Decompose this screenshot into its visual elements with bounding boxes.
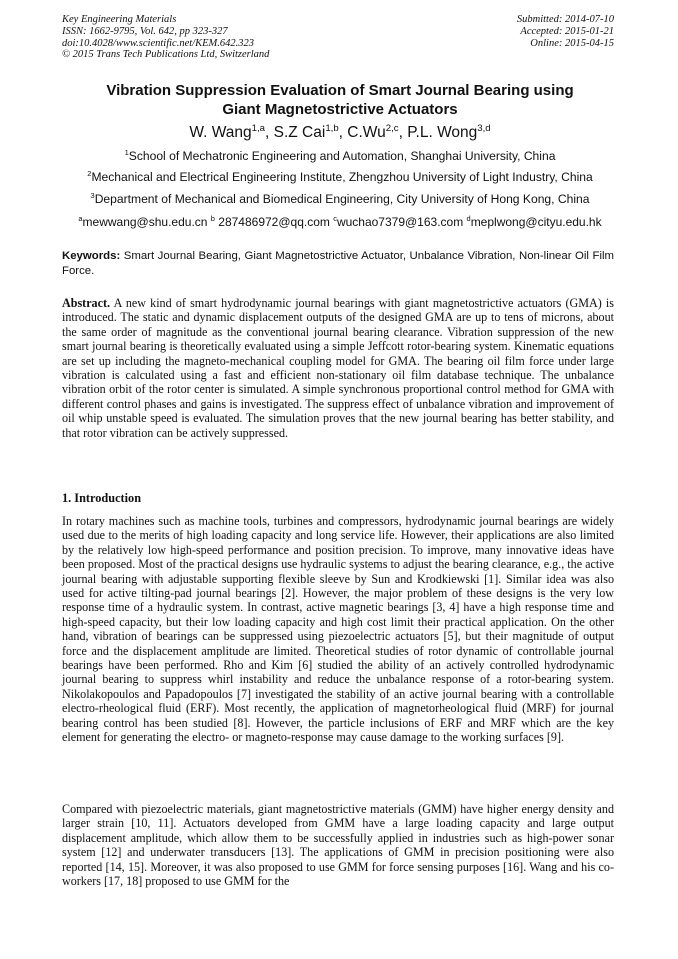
email-list	[40, 215, 640, 230]
journal-name: Key Engineering Materials	[62, 14, 177, 25]
abstract	[62, 296, 614, 440]
section-heading: 1. Introduction	[62, 491, 142, 505]
online-date: Online: 2015-04-15	[530, 37, 614, 49]
author-marker: 1,b	[325, 122, 339, 134]
author-name: W. Wang	[189, 124, 252, 141]
affiliation-marker: 1	[124, 147, 129, 157]
author-list: W. Wang$^{1,a}$, S.Z Cai$^{1,b}$, C.Wu$^{2,c}$, P.L. Wong$^{3,d}$	[189, 122, 491, 141]
affiliation-marker: 2	[87, 168, 92, 178]
author-marker: 2,c	[385, 122, 399, 134]
author-marker: 1,a	[251, 122, 265, 134]
affiliation-text: Department of Mechanical and Biomedical Engineering, City University of Hong Kong, China	[94, 192, 590, 206]
submitted-date: Submitted: 2014-07-10	[516, 14, 614, 25]
title-line-2: Giant Magnetostrictive Actuators	[222, 101, 458, 118]
affiliation-3	[40, 192, 640, 207]
copyright-line: © 2015 Trans Tech Publications Ltd, Switzerland	[62, 49, 270, 61]
email-marker: a	[78, 214, 83, 223]
email-address[interactable]: wuchao7379@163.com	[336, 215, 464, 229]
keywords-label: Keywords:	[62, 250, 121, 262]
affiliation-marker: 3	[90, 190, 95, 200]
email-address[interactable]: 287486972@qq.com	[214, 215, 330, 229]
issn-line: ISSN: 1662-9795, Vol. 642, pp 323-327	[62, 25, 228, 37]
email-address[interactable]: mewwang@shu.edu.cn	[82, 215, 208, 229]
accepted-date: Accepted: 2015-01-21	[520, 25, 614, 37]
keywords-text: Smart Journal Bearing, Giant Magnetostrictive Actuator, Unbalance Vibration, Non-linear Oil Film Force.	[62, 250, 614, 277]
abstract-text: A new kind of smart hydrodynamic journal bearings with giant magnetostrictive actuators (GMA) is introduced. The static and dynamic displacement outputs of the designed GMA are up to tens of microns, about the same order of magnitude as the conventional journal bearing clearance. Vibration suppression of the new smart journal bearing is theoretically evaluated using a simple Jeffcott rotor-bearing system. Kinematic equations are set up including the magneto-mechanical coupling model for GMA. The bearing oil film force under large vibration is calculated using a fast and efficient non-stationary oil film database technique. The unbalance vibration orbit of the rotor center is simulated. A simple synchronous proportional control method for GMA with different control phases and gains is investigated. The suppress effect of unbalance vibration and improvement of oil whip unstable speed is evaluated. The simulation proves that the new journal bearing has better stability, and that rotor vibration can be actively suppressed.	[62, 296, 615, 440]
affiliation-1	[40, 149, 640, 164]
intro-paragraph-1: In rotary machines such as machine tools, turbines and compressors, hydrodynamic journal bearings are widely used due to the merits of high loading capacity and long service life. However, their applications are also limited by the relatively low high-speed performance and position precision. To improve, many innovative ideas have been proposed. Most of the practical designs use hydraulic systems to adjust the bearing clearance, e.g., the active journal bearing with adjustable supporting flexible sleeve by Sun and Krodkiewski [1]. Similar idea was also used for active tilting-pad journal bearings [2]. However, the major problem of these designs is the very low response time of a hydraulic system. In contrast, active magnetic bearings [3, 4] have a high response time and high-speed capacity, but their low loading capacity and high cost limit their practical application. On the other hand, vibration of bearings can be suppressed using piezoelectric actuators [5], but their magnitude of output force and the displacement amplitude are limited. Theoretical studies of rotor dynamic of controllable journal bearings have been performed. Rho and Kim [6] studied the ability of an actively controlled hydrodynamic journal bearing to suppress whirl instability and reduce the unbalance response of a rotor-bearing system. Nikolakopoulos and Papadopoulos [7] investigated the stability of an active journal bearing with a controllable electro-rheological fluid (ERF). Most recently, the application of magnetorheological fluid (MRF) for journal bearing control has been studied [8]. However, the particle inclusions of ERF and MRF which are the key element for generating the electro- or magneto-response may cause damage to the working surfaces [9].	[62, 514, 614, 745]
email-marker: c	[333, 214, 337, 223]
email-address[interactable]: meplwong@cityu.edu.hk	[470, 215, 602, 229]
abstract-label: Abstract.	[62, 296, 111, 310]
affiliation-text: Mechanical and Electrical Engineering Institute, Zhengzhou University of Light Industry, China	[91, 170, 593, 184]
affiliation-2	[40, 170, 640, 185]
email-marker: d	[466, 214, 471, 223]
paper-title	[60, 81, 620, 119]
intro-paragraph-2: Compared with piezoelectric materials, giant magnetostrictive materials (GMM) have higher energy density and larger strain [10, 11]. Actuators developed from GMM have a large loading capacity and large output displacement amplitude, which allow them to be successfully applied in industries such as high-power sonar system [12] and underwater transducers [13]. The applications of GMM in precision positioning were also reported [14, 15]. Moreover, it was also proposed to use GMM for force sensing purposes [16]. Wang and his co-workers [17, 18] proposed to use GMM for the	[62, 802, 614, 889]
author-name: C.Wu	[347, 124, 386, 141]
email-marker: b	[210, 214, 215, 223]
doi-line: doi:10.4028/www.scientific.net/KEM.642.323	[62, 37, 254, 49]
title-line-1: Vibration Suppression Evaluation of Smart Journal Bearing using	[106, 82, 574, 99]
journal-header-right	[517, 14, 614, 49]
author-marker: 3,d	[477, 122, 491, 134]
journal-header-left	[62, 14, 269, 61]
keywords	[62, 249, 614, 279]
author-name: S.Z Cai	[273, 124, 326, 141]
author-name: P.L. Wong	[407, 124, 478, 141]
affiliation-text: School of Mechatronic Engineering and Automation, Shanghai University, China	[128, 149, 556, 163]
